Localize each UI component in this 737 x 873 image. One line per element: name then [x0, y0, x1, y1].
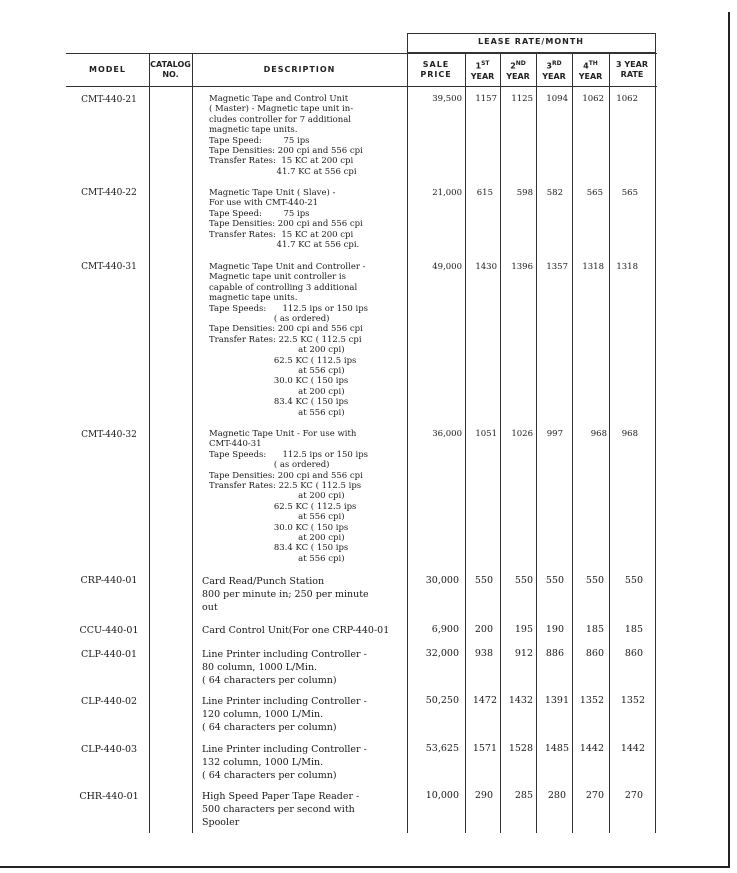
rate3-header-line1: 3 YEAR	[616, 60, 648, 69]
three-year-rate-cell: 1442	[620, 743, 645, 754]
col-rule-rate-left	[609, 53, 610, 833]
description-cell: High Speed Paper Tape Reader - 500 characters per second with Spooler	[202, 791, 360, 828]
year4-cell: 1352	[579, 695, 604, 706]
year1-cell: 1472	[472, 695, 497, 706]
model-cell: CMT-440-32	[81, 430, 137, 440]
sale-price-cell: 21,000	[432, 188, 462, 198]
year3-cell: 1357	[546, 262, 568, 272]
year1-header	[465, 59, 500, 82]
year4-cell: 968	[590, 429, 607, 439]
year3-cell: 582	[546, 188, 563, 198]
sale-price-cell: 39,500	[432, 94, 462, 104]
year3-cell: 280	[547, 790, 566, 801]
year1-cell: 1571	[472, 743, 497, 754]
year4-cell: 1318	[582, 262, 604, 272]
model-cell: CHR-440-01	[79, 791, 139, 802]
year3-cell: 886	[545, 648, 564, 659]
year3-cell: 1391	[544, 695, 569, 706]
year4-cell: 860	[585, 648, 604, 659]
year4-cell: 270	[585, 790, 604, 801]
model-cell: CLP-440-02	[80, 696, 138, 707]
year4-cell: 550	[585, 575, 604, 586]
col-rule-catalog-right	[192, 53, 193, 833]
year2-cell: 1026	[511, 429, 533, 439]
catalog-header-line2: NO.	[162, 70, 179, 79]
model-cell: CLP-440-01	[80, 649, 138, 660]
sale-price-cell: 6,900	[431, 624, 459, 635]
model-cell: CLP-440-03	[80, 744, 138, 755]
sale-header-line1: SALE	[422, 60, 450, 69]
year1-cell: 1157	[475, 94, 497, 104]
year1-cell: 200	[474, 624, 493, 635]
rate3-header-line2: RATE	[620, 70, 644, 79]
year2-label: YEAR	[506, 71, 530, 81]
three-year-rate-cell: 565	[621, 188, 638, 198]
three-year-rate-cell: 968	[621, 429, 638, 439]
year3-cell: 550	[545, 575, 564, 586]
sale-price-header	[407, 60, 465, 80]
model-cell: CRP-440-01	[80, 575, 138, 586]
year1-cell: 1051	[475, 429, 497, 439]
year4-label: YEAR	[578, 71, 603, 81]
sale-price-cell: 10,000	[425, 790, 459, 801]
year2-sup: ND	[515, 60, 526, 67]
header-top-rule	[66, 53, 657, 54]
model-header: MODEL	[89, 65, 126, 74]
sale-price-cell: 30,000	[425, 575, 459, 586]
year4-header	[572, 59, 609, 82]
description-cell: Line Printer including Controller - 80 column, 1000 L/Min. ( 64 characters per column)	[202, 649, 367, 686]
year2-cell: 598	[516, 188, 533, 198]
year4-num: 4	[583, 61, 589, 71]
description-cell: Line Printer including Controller - 120 column, 1000 L/Min. ( 64 characters per column)	[202, 696, 367, 733]
sale-price-cell: 36,000	[432, 429, 462, 439]
col-rule-catalog-left	[149, 53, 150, 833]
description-cell: Magnetic Tape and Control Unit ( Master) - Magnetic tape unit in- cludes controller for 7 additional magnetic tape units. Tape Speed: 75 ips Tape Densities: 200 cpi and 556 cpi Transfer Rates: 15 KC at 200 cpi 41.7 KC at 556 cpi	[209, 94, 363, 177]
description-cell: Line Printer including Controller - 132 column, 1000 L/Min. ( 64 characters per column)	[202, 744, 367, 781]
year2-cell: 550	[514, 575, 533, 586]
year1-cell: 1430	[475, 262, 497, 272]
year2-cell: 1125	[511, 94, 533, 104]
col-rule-y3-left	[536, 53, 537, 833]
year4-cell: 1062	[582, 94, 604, 104]
year3-cell: 190	[545, 624, 564, 635]
year4-cell: 185	[585, 624, 604, 635]
description-cell: Magnetic Tape Unit ( Slave) - For use with CMT-440-21 Tape Speed: 75 ips Tape Densities: 200 cpi and 556 cpi Transfer Rates: 15 KC at 200 cpi 41.7 KC at 556 cpi.	[209, 188, 363, 251]
year2-cell: 195	[514, 624, 533, 635]
year4-sup: TH	[588, 60, 598, 67]
year4-cell: 565	[586, 188, 603, 198]
col-rule-right	[655, 33, 656, 833]
description-cell: Card Control Unit(For one CRP-440-01	[202, 625, 390, 636]
three-year-rate-cell: 550	[624, 575, 643, 586]
year2-header	[500, 59, 536, 82]
year3-header	[536, 59, 572, 82]
header-bottom-rule	[66, 86, 657, 87]
lease-rate-header: LEASE RATE/MONTH	[478, 37, 584, 46]
year3-cell: 1094	[546, 94, 568, 104]
year1-num: 1	[475, 61, 482, 71]
catalog-header	[149, 60, 192, 80]
year1-cell: 938	[474, 648, 493, 659]
col-rule-y4-left	[572, 53, 573, 833]
year1-cell: 550	[474, 575, 493, 586]
year2-cell: 285	[514, 790, 533, 801]
year1-cell: 290	[474, 790, 493, 801]
col-rule-y1-left	[465, 53, 466, 833]
col-rule-y2-left	[500, 53, 501, 833]
model-cell: CMT-440-21	[81, 95, 137, 105]
page-border-bottom	[0, 866, 730, 868]
description-header: DESCRIPTION	[263, 65, 336, 74]
sale-price-cell: 32,000	[425, 648, 459, 659]
year3-cell: 1485	[544, 743, 569, 754]
model-cell: CMT-440-22	[81, 188, 137, 198]
description-cell: Card Read/Punch Station 800 per minute in; 250 per minute out	[202, 576, 369, 613]
three-year-rate-cell: 270	[624, 790, 643, 801]
year3-label: YEAR	[542, 71, 566, 81]
year3-cell: 997	[546, 429, 563, 439]
year2-cell: 1528	[508, 743, 533, 754]
sale-price-cell: 49,000	[432, 262, 462, 272]
sale-header-line2: PRICE	[420, 70, 452, 79]
three-year-rate-cell: 860	[624, 648, 643, 659]
catalog-header-line1: CATALOG	[150, 60, 191, 69]
three-year-rate-cell: 185	[624, 624, 643, 635]
year2-cell: 1432	[508, 695, 533, 706]
three-year-rate-header	[609, 60, 655, 80]
description-cell: Magnetic Tape Unit and Controller - Magnetic tape unit controller is capable of controlling 3 additional magnetic tape units. Tape Speeds: 112.5 ips or 150 ips ( as ordered) Tape Densities: 200 cpi and 556 cpi Transfer Rates: 22.5 KC ( 112.5 cpi at 200 cpi) 62.5 KC ( 112.5 ips at 556 cpi) 30.0 KC ( 150 ips at 200 cpi) 83.4 KC ( 150 ips at 556 cpi)	[209, 262, 369, 418]
year2-num: 2	[510, 61, 516, 71]
year2-cell: 912	[514, 648, 533, 659]
year1-cell: 615	[476, 188, 493, 198]
year1-sup: ST	[481, 60, 490, 67]
page-border-right	[728, 12, 730, 867]
model-cell: CCU-440-01	[79, 625, 139, 636]
year3-num: 3	[546, 61, 552, 71]
lease-top-rule	[407, 33, 655, 34]
sale-price-cell: 50,250	[425, 695, 459, 706]
year1-label: YEAR	[470, 71, 495, 81]
three-year-rate-cell: 1062	[616, 94, 638, 104]
year2-cell: 1396	[511, 262, 533, 272]
model-cell: CMT-440-31	[81, 262, 137, 272]
year3-sup: RD	[551, 60, 562, 67]
three-year-rate-cell: 1318	[616, 262, 638, 272]
description-cell: Magnetic Tape Unit - For use with CMT-440-31 Tape Speeds: 112.5 ips or 150 ips ( as ordered) Tape Densities: 200 cpi and 556 cpi Transfer Rates: 22.5 KC ( 112.5 ips at 200 cpi) 62.5 KC ( 112.5 ips at 556 cpi) 30.0 KC ( 150 ips at 200 cpi) 83.4 KC ( 150 ips at 556 cpi)	[209, 429, 369, 564]
sale-price-cell: 53,625	[425, 743, 459, 754]
three-year-rate-cell: 1352	[620, 695, 645, 706]
year4-cell: 1442	[579, 743, 604, 754]
